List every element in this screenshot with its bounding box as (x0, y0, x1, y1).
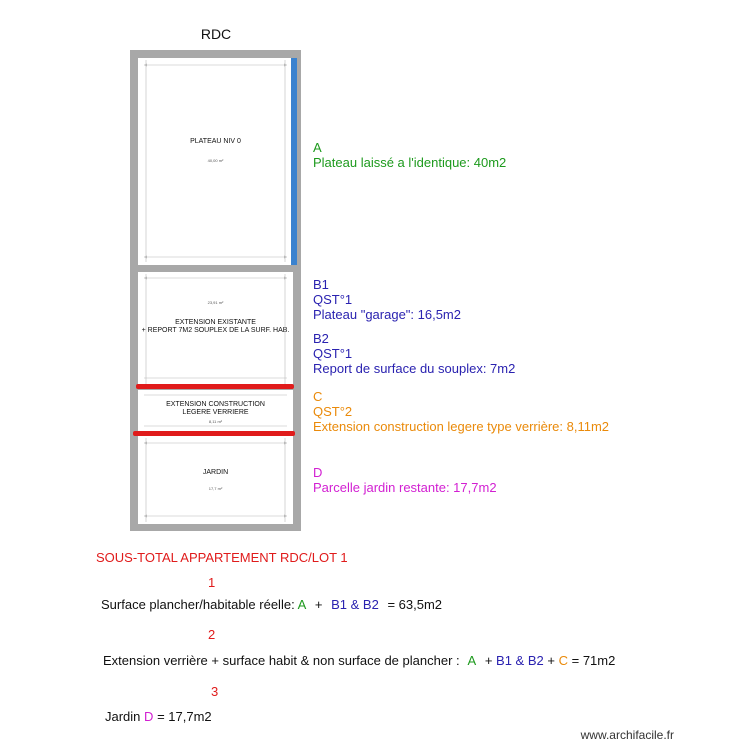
legend-b1-sub: QST°1 (313, 292, 353, 307)
red-boundary-line-top (136, 384, 294, 389)
summary-item1-result: = 63,5m2 (387, 597, 443, 612)
room-extension-existante[interactable] (138, 272, 293, 386)
summary-item2-a: A (467, 653, 477, 668)
legend-b2-text: Report de surface du souplex: 7m2 (313, 361, 516, 376)
room-plateau-name: PLATEAU NIV 0 (190, 138, 241, 145)
room-plateau-area: 40,00 m² (207, 158, 224, 163)
summary-item2-c: C (558, 653, 568, 668)
summary-item2-plus1: + (484, 653, 493, 668)
room-jardin-area: 17,7 m² (208, 486, 223, 491)
room-plateau-niv0[interactable] (138, 58, 293, 265)
summary-item1-label: Surface plancher/habitable réelle: (101, 597, 295, 612)
room-extension-verriere[interactable] (138, 390, 293, 431)
legend-c-text: Extension construction legere type verrière: 8,11m2 (313, 419, 610, 434)
summary-item2-result: = 71m2 (571, 653, 616, 668)
red-boundary-line-bottom (133, 431, 295, 436)
room-ext-verr-name-2: LEGERE VERRIERE (182, 409, 249, 416)
legend-b1-code: B1 (313, 277, 329, 292)
footer-watermark[interactable]: www.archifacile.fr (580, 728, 674, 742)
room-ext-verr-area: 8,11 m² (208, 419, 223, 424)
summary-item3-d: D (144, 709, 154, 724)
summary-item1-b: B1 & B2 (331, 597, 379, 612)
summary-item2-plus2: + (547, 653, 555, 668)
summary-item1 (101, 597, 442, 612)
legend-c-code: C (313, 389, 323, 404)
summary-item3-result: = 17,7m2 (157, 709, 212, 724)
legend-b2-code: B2 (313, 331, 329, 346)
summary-item1-a: A (297, 597, 307, 612)
summary-item3 (105, 709, 212, 724)
plan-title: RDC (200, 26, 232, 42)
room-ext-exist-name-2: + REPORT 7M2 SOUPLEX DE LA SURF. HAB. (141, 327, 290, 334)
legend-c (313, 389, 609, 434)
room-ext-exist-name-1: EXTENSION EXISTANTE (175, 319, 256, 326)
legend-c-sub: QST°2 (313, 404, 353, 419)
room-jardin[interactable] (138, 436, 293, 524)
legend-d-text: Parcelle jardin restante: 17,7m2 (313, 480, 497, 495)
legend-b2-sub: QST°1 (313, 346, 353, 361)
legend-a-code: A (313, 140, 322, 155)
blue-highlight-strip (291, 58, 297, 265)
room-ext-verr-name-1: EXTENSION CONSTRUCTION (166, 401, 265, 408)
summary-item1-plus: + (314, 597, 323, 612)
summary-item2-number: 2 (208, 627, 216, 642)
summary-item2 (103, 653, 615, 668)
room-jardin-name: JARDIN (202, 469, 229, 476)
legend-d-code: D (313, 465, 323, 480)
summary-item3-label: Jardin (105, 709, 141, 724)
summary-item1-number: 1 (208, 575, 216, 590)
summary-item2-b: B1 & B2 (496, 653, 544, 668)
summary-item2-label: Extension verrière + surface habit & non surface de plancher : (103, 653, 460, 668)
legend-a (313, 140, 506, 170)
room-ext-exist-area: 23,91 m² (207, 300, 224, 305)
summary-item3-number: 3 (211, 684, 219, 699)
legend-b1-text: Plateau "garage": 16,5m2 (313, 307, 461, 322)
summary-heading: SOUS-TOTAL APPARTEMENT RDC/LOT 1 (96, 550, 348, 565)
legend-b2 (313, 331, 515, 376)
legend-b1 (313, 277, 461, 322)
legend-d (313, 465, 497, 495)
legend-a-text: Plateau laissé a l'identique: 40m2 (313, 155, 507, 170)
